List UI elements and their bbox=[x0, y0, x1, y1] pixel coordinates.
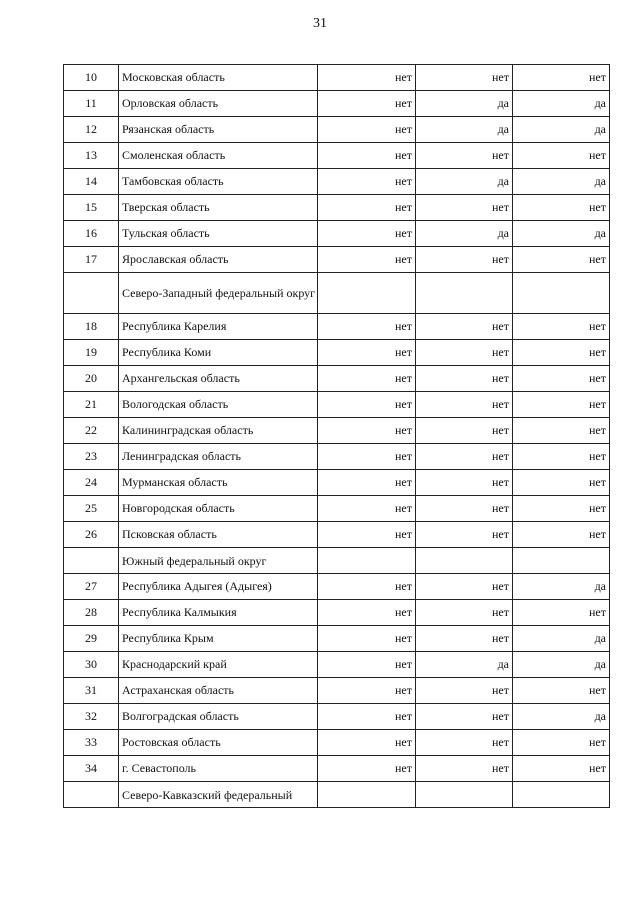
table-row bbox=[64, 470, 610, 496]
table-row bbox=[64, 221, 610, 247]
region-name: Новгородская область bbox=[119, 496, 318, 522]
value-col-3 bbox=[513, 548, 610, 574]
value-col-3: да bbox=[513, 574, 610, 600]
table-row bbox=[64, 652, 610, 678]
value-col-1: нет bbox=[318, 221, 416, 247]
table-row bbox=[64, 65, 610, 91]
row-number: 34 bbox=[64, 756, 119, 782]
row-number: 13 bbox=[64, 143, 119, 169]
value-col-3: нет bbox=[513, 195, 610, 221]
value-col-3: да bbox=[513, 117, 610, 143]
page-number: 31 bbox=[313, 16, 327, 31]
value-col-2: да bbox=[416, 221, 513, 247]
value-col-2: да bbox=[416, 117, 513, 143]
value-col-1: нет bbox=[318, 91, 416, 117]
value-col-3: нет bbox=[513, 522, 610, 548]
region-name: Ростовская область bbox=[119, 730, 318, 756]
value-col-1 bbox=[318, 273, 416, 314]
value-col-1: нет bbox=[318, 626, 416, 652]
value-col-2: нет bbox=[416, 366, 513, 392]
value-col-1: нет bbox=[318, 143, 416, 169]
table-row bbox=[64, 340, 610, 366]
value-col-2: нет bbox=[416, 496, 513, 522]
table-row bbox=[64, 366, 610, 392]
value-col-2: нет bbox=[416, 392, 513, 418]
value-col-3: нет bbox=[513, 247, 610, 273]
value-col-2: нет bbox=[416, 65, 513, 91]
region-name: Калининградская область bbox=[119, 418, 318, 444]
row-number: 24 bbox=[64, 470, 119, 496]
row-number: 23 bbox=[64, 444, 119, 470]
value-col-2: нет bbox=[416, 574, 513, 600]
value-col-1: нет bbox=[318, 652, 416, 678]
table-row bbox=[64, 247, 610, 273]
value-col-1 bbox=[318, 548, 416, 574]
region-name: Московская область bbox=[119, 65, 318, 91]
table-row bbox=[64, 143, 610, 169]
region-name: Республика Адыгея (Адыгея) bbox=[119, 574, 318, 600]
region-name: Республика Коми bbox=[119, 340, 318, 366]
row-number bbox=[64, 548, 119, 574]
value-col-1: нет bbox=[318, 704, 416, 730]
value-col-1: нет bbox=[318, 117, 416, 143]
table-row bbox=[64, 730, 610, 756]
value-col-1: нет bbox=[318, 574, 416, 600]
value-col-2: нет bbox=[416, 704, 513, 730]
table-row bbox=[64, 314, 610, 340]
table-row bbox=[64, 91, 610, 117]
region-name: Республика Крым bbox=[119, 626, 318, 652]
value-col-3: нет bbox=[513, 496, 610, 522]
region-name: Волгоградская область bbox=[119, 704, 318, 730]
value-col-2: нет bbox=[416, 195, 513, 221]
value-col-3: нет bbox=[513, 600, 610, 626]
value-col-1: нет bbox=[318, 522, 416, 548]
row-number: 30 bbox=[64, 652, 119, 678]
table-row bbox=[64, 704, 610, 730]
value-col-1: нет bbox=[318, 600, 416, 626]
value-col-1: нет bbox=[318, 247, 416, 273]
region-name: Краснодарский край bbox=[119, 652, 318, 678]
value-col-2: нет bbox=[416, 418, 513, 444]
region-name: Смоленская область bbox=[119, 143, 318, 169]
value-col-2: нет bbox=[416, 143, 513, 169]
row-number: 32 bbox=[64, 704, 119, 730]
value-col-3: нет bbox=[513, 418, 610, 444]
row-number: 28 bbox=[64, 600, 119, 626]
value-col-3: нет bbox=[513, 340, 610, 366]
row-number: 19 bbox=[64, 340, 119, 366]
district-header-row bbox=[64, 273, 610, 314]
region-name: Архангельская область bbox=[119, 366, 318, 392]
row-number: 26 bbox=[64, 522, 119, 548]
value-col-1: нет bbox=[318, 195, 416, 221]
regions-table bbox=[63, 64, 610, 808]
region-name: Тверская область bbox=[119, 195, 318, 221]
value-col-2 bbox=[416, 782, 513, 808]
row-number: 18 bbox=[64, 314, 119, 340]
value-col-2: нет bbox=[416, 247, 513, 273]
value-col-3: да bbox=[513, 169, 610, 195]
table-row bbox=[64, 444, 610, 470]
table-row bbox=[64, 600, 610, 626]
row-number: 14 bbox=[64, 169, 119, 195]
value-col-3: нет bbox=[513, 730, 610, 756]
district-name: Северо-Западный федеральный округ bbox=[119, 273, 318, 314]
row-number: 16 bbox=[64, 221, 119, 247]
value-col-2: нет bbox=[416, 730, 513, 756]
value-col-2: нет bbox=[416, 626, 513, 652]
table-row bbox=[64, 574, 610, 600]
value-col-3: нет bbox=[513, 392, 610, 418]
row-number: 33 bbox=[64, 730, 119, 756]
value-col-1: нет bbox=[318, 169, 416, 195]
value-col-1: нет bbox=[318, 496, 416, 522]
value-col-1: нет bbox=[318, 314, 416, 340]
row-number: 22 bbox=[64, 418, 119, 444]
value-col-1: нет bbox=[318, 730, 416, 756]
row-number: 29 bbox=[64, 626, 119, 652]
row-number: 25 bbox=[64, 496, 119, 522]
value-col-1: нет bbox=[318, 756, 416, 782]
region-name: Рязанская область bbox=[119, 117, 318, 143]
district-name: Южный федеральный округ bbox=[119, 548, 318, 574]
value-col-2: да bbox=[416, 652, 513, 678]
value-col-2: нет bbox=[416, 444, 513, 470]
row-number: 31 bbox=[64, 678, 119, 704]
regions-table-body bbox=[64, 65, 610, 808]
table-row bbox=[64, 496, 610, 522]
value-col-2: нет bbox=[416, 678, 513, 704]
value-col-1: нет bbox=[318, 392, 416, 418]
row-number bbox=[64, 273, 119, 314]
region-name: Астраханская область bbox=[119, 678, 318, 704]
table-row bbox=[64, 418, 610, 444]
value-col-3: нет bbox=[513, 65, 610, 91]
row-number: 20 bbox=[64, 366, 119, 392]
value-col-1: нет bbox=[318, 678, 416, 704]
region-name: Тамбовская область bbox=[119, 169, 318, 195]
row-number bbox=[64, 782, 119, 808]
value-col-1: нет bbox=[318, 340, 416, 366]
value-col-2 bbox=[416, 273, 513, 314]
value-col-1: нет bbox=[318, 366, 416, 392]
value-col-1: нет bbox=[318, 444, 416, 470]
region-name: Ленинградская область bbox=[119, 444, 318, 470]
value-col-3: нет bbox=[513, 366, 610, 392]
value-col-3: нет bbox=[513, 314, 610, 340]
table-row bbox=[64, 678, 610, 704]
value-col-2: нет bbox=[416, 470, 513, 496]
value-col-1: нет bbox=[318, 65, 416, 91]
row-number: 17 bbox=[64, 247, 119, 273]
region-name: Псковская область bbox=[119, 522, 318, 548]
value-col-2: нет bbox=[416, 600, 513, 626]
value-col-3: да bbox=[513, 704, 610, 730]
value-col-3 bbox=[513, 782, 610, 808]
value-col-2: нет bbox=[416, 522, 513, 548]
district-name: Северо-Кавказский федеральный bbox=[119, 782, 318, 808]
value-col-3 bbox=[513, 273, 610, 314]
value-col-2: да bbox=[416, 91, 513, 117]
value-col-2: нет bbox=[416, 756, 513, 782]
region-name: Вологодская область bbox=[119, 392, 318, 418]
region-name: Республика Карелия bbox=[119, 314, 318, 340]
value-col-2: нет bbox=[416, 314, 513, 340]
table-row bbox=[64, 522, 610, 548]
value-col-1 bbox=[318, 782, 416, 808]
value-col-3: да bbox=[513, 221, 610, 247]
district-header-row bbox=[64, 782, 610, 808]
table-row bbox=[64, 195, 610, 221]
region-name: Тульская область bbox=[119, 221, 318, 247]
region-name: Республика Калмыкия bbox=[119, 600, 318, 626]
value-col-2: да bbox=[416, 169, 513, 195]
row-number: 21 bbox=[64, 392, 119, 418]
table-row bbox=[64, 169, 610, 195]
table-row bbox=[64, 392, 610, 418]
value-col-3: нет bbox=[513, 444, 610, 470]
table-row bbox=[64, 626, 610, 652]
row-number: 11 bbox=[64, 91, 119, 117]
table-row bbox=[64, 756, 610, 782]
value-col-2: нет bbox=[416, 340, 513, 366]
row-number: 15 bbox=[64, 195, 119, 221]
value-col-3: нет bbox=[513, 756, 610, 782]
value-col-3: да bbox=[513, 652, 610, 678]
value-col-1: нет bbox=[318, 470, 416, 496]
region-name: Орловская область bbox=[119, 91, 318, 117]
value-col-1: нет bbox=[318, 418, 416, 444]
value-col-3: нет bbox=[513, 678, 610, 704]
table-row bbox=[64, 117, 610, 143]
district-header-row bbox=[64, 548, 610, 574]
value-col-3: да bbox=[513, 91, 610, 117]
row-number: 27 bbox=[64, 574, 119, 600]
value-col-2 bbox=[416, 548, 513, 574]
value-col-3: нет bbox=[513, 470, 610, 496]
region-name: Мурманская область bbox=[119, 470, 318, 496]
value-col-3: нет bbox=[513, 143, 610, 169]
region-name: г. Севастополь bbox=[119, 756, 318, 782]
value-col-3: да bbox=[513, 626, 610, 652]
row-number: 10 bbox=[64, 65, 119, 91]
row-number: 12 bbox=[64, 117, 119, 143]
region-name: Ярославская область bbox=[119, 247, 318, 273]
